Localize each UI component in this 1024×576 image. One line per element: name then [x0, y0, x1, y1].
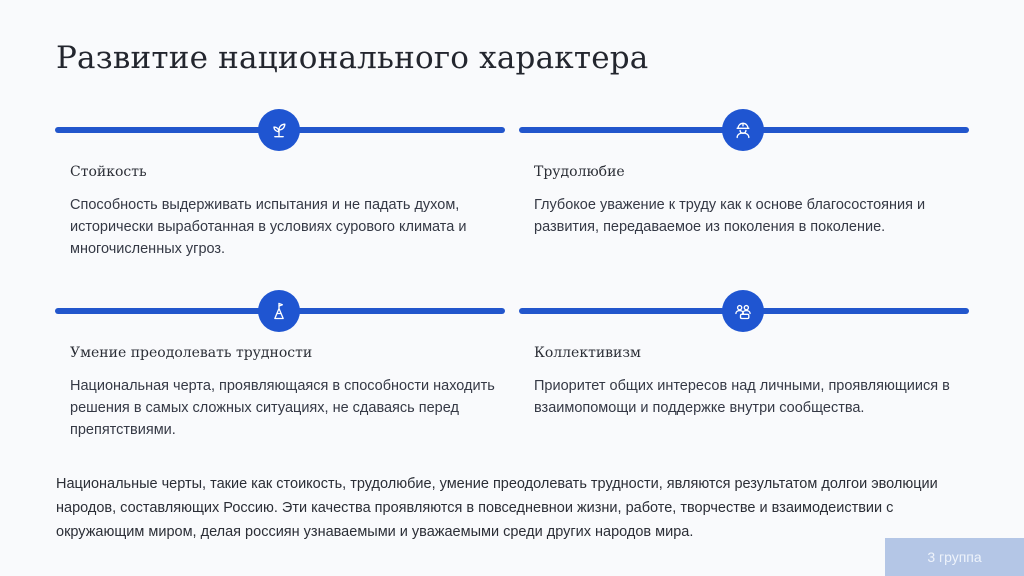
- sprout-icon: [269, 120, 289, 140]
- card-title: Умение преодолевать трудности: [70, 345, 313, 361]
- mountain-flag-icon: [269, 301, 289, 321]
- worker-icon: [733, 120, 753, 140]
- card-text: Национальная черта, проявляющаяся в способности находить решения в самых сложных ситуациях, не сдаваясь перед препятствиями.: [70, 378, 495, 438]
- card-title: Стойкость: [70, 164, 147, 180]
- group-label: 3 группа: [885, 538, 1024, 576]
- page-title: Развитие национального характера: [56, 40, 649, 76]
- card-title: Трудолюбие: [534, 164, 625, 180]
- group-chat-icon: [733, 301, 753, 321]
- card-title: Коллективизм: [534, 345, 641, 361]
- card-text: Приоритет общих интересов над личными, проявляющиися в взаимопомощи и поддержке внутри сообщества.: [534, 378, 950, 416]
- icon-badge: [722, 290, 764, 332]
- icon-badge: [258, 109, 300, 151]
- summary-paragraph: Национальные черты, такие как стоикость, трудолюбие, умение преодолевать трудности, являются результатом долгои эволюции народов, составляющих Россию. Эти качества проявляются в повседневнои жизни, работе, творчестве и взаимодеиствии с окружающим миром, делая россиян узнаваемыми и уважаемыми среди других народов мира.: [56, 476, 938, 540]
- icon-badge: [722, 109, 764, 151]
- card-text: Способность выдерживать испытания и не падать духом, исторически выработанная в условиях сурового климата и многочисленных угроз.: [70, 197, 467, 257]
- card-text: Глубокое уважение к труду как к основе благосостояния и развития, передаваемое из поколения в поколение.: [534, 197, 926, 235]
- icon-badge: [258, 290, 300, 332]
